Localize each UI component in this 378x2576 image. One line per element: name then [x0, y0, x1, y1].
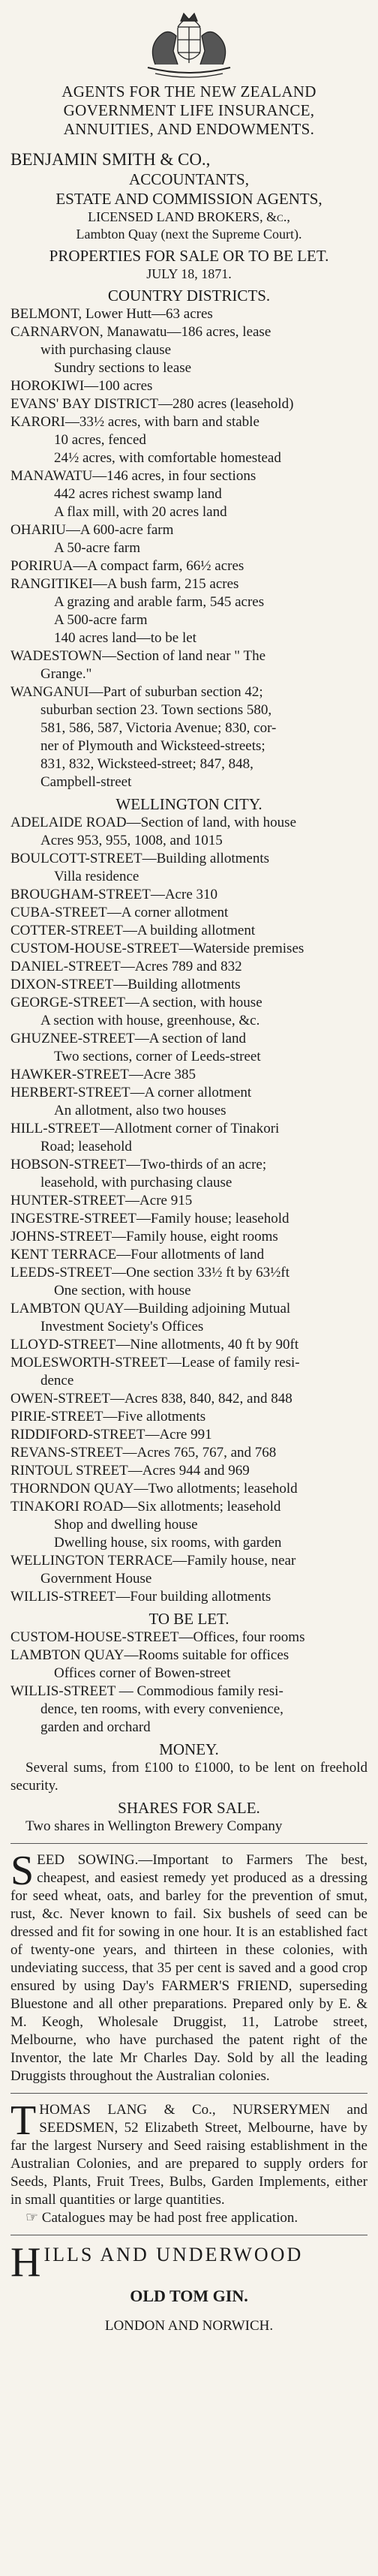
list-item: OHARIU—A 600-acre farm [10, 522, 174, 538]
list-item: BELMONT, Lower Hutt—63 acres [10, 306, 213, 322]
list-item: 581, 586, 587, Victoria Avenue; 830, cor- [40, 720, 277, 736]
list-item: CUBA-STREET—A corner allotment [10, 905, 229, 920]
gin-title: ILLS AND UNDERWOOD [44, 2244, 304, 2265]
seed-text: EED SOWING.—Important to Farmers The best, cheapest, and easiest remedy yet produced as a dressing for seed wheat, oats, and barley for the prevention of smut, rust, &c. Never known to fail. Six bushels of seed can be dressed and fit for sowing in one hour. It is an established fact of twenty-one years, and thirteen in these colonies, with undeviating success, that 35 per cent is saved and a good crop ensured by using Day's FARMER'S FRIEND, superseding Bluestone and all other preparations. Prepared only by E. & M. Keogh, Wholesale Druggist, 11, Latrobe street, Melbourne, who have purchased the patent right of the Inventor, the late Mr Charles Day. Sold by all the leading Druggists throughout the Australian colonies. [10, 1852, 368, 2084]
agents-header [10, 83, 368, 139]
list-item: DANIEL-STREET—Acres 789 and 832 [10, 959, 242, 974]
list-item: A grazing and arable farm, 545 acres [54, 594, 265, 610]
list-item: HUNTER-STREET—Acre 915 [10, 1193, 193, 1208]
list-item: CUSTOM-HOUSE-STREET—Offices, four rooms [10, 1629, 305, 1645]
list-item: JOHNS-STREET—Family house, eight rooms [10, 1229, 278, 1244]
list-item: REVANS-STREET—Acres 765, 767, and 768 [10, 1445, 277, 1461]
firm-line: ESTATE AND COMMISSION AGENTS, [56, 190, 322, 208]
list-item: 10 acres, fenced [54, 432, 146, 448]
list-item: WILLIS-STREET—Four building allotments [10, 1589, 272, 1605]
list-item: COTTER-STREET—A building allotment [10, 923, 256, 938]
list-item: TINAKORI ROAD—Six allotments; leasehold [10, 1499, 281, 1515]
list-item: Grange." [40, 666, 92, 682]
list-item: 831, 832, Wicksteed-street; 847, 848, [40, 756, 254, 772]
date: JULY 18, 1871. [146, 266, 232, 281]
gin-ad [10, 2239, 368, 2336]
shares-heading: SHARES FOR SALE. [118, 1799, 260, 1817]
dropcap: H [10, 2239, 41, 2286]
list-item: INGESTRE-STREET—Family house; leasehold [10, 1211, 290, 1226]
firm-line: ACCOUNTANTS, [129, 170, 249, 188]
list-item: DIXON-STREET—Building allotments [10, 977, 241, 992]
list-item: OWEN-STREET—Acres 838, 840, 842, and 848 [10, 1391, 292, 1407]
royal-coat-of-arms-icon [125, 5, 253, 80]
list-item: THORNDON QUAY—Two allotments; leasehold [10, 1481, 298, 1497]
list-item: KENT TERRACE—Four allotments of land [10, 1247, 265, 1262]
list-item: BOULCOTT-STREET—Building allotments [10, 851, 269, 866]
let-list [10, 1629, 368, 1737]
list-item: WANGANUI—Part of suburban section 42; [10, 684, 263, 700]
firm-line: LICENSED LAND BROKERS, &c., [88, 209, 290, 224]
list-item: PIRIE-STREET—Five allotments [10, 1409, 206, 1425]
money-text: Several sums, from £100 to £1000, to be lent on freehold security. [10, 1760, 368, 1794]
list-item: dence [40, 1373, 74, 1389]
firm-address: Lambton Quay (next the Supreme Court). [76, 227, 302, 242]
list-item: Government House [40, 1571, 152, 1587]
let-heading: TO BE LET. [148, 1610, 230, 1628]
list-item: garden and orchard [40, 1719, 151, 1735]
header-line: GOVERNMENT LIFE INSURANCE, [63, 101, 315, 119]
divider [10, 1843, 368, 1844]
firm-name: BENJAMIN SMITH & CO., [10, 150, 211, 169]
list-item: MANAWATU—146 acres, in four sections [10, 468, 256, 484]
list-item: RANGITIKEI—A bush farm, 215 acres [10, 576, 239, 592]
list-item: A 50-acre farm [54, 540, 140, 556]
list-item: HERBERT-STREET—A corner allotment [10, 1085, 252, 1100]
list-item: 442 acres richest swamp land [54, 486, 222, 502]
country-list [10, 305, 368, 791]
list-item: RINTOUL STREET—Acres 944 and 969 [10, 1463, 250, 1479]
list-item: LAMBTON QUAY—Building adjoining Mutual [10, 1301, 291, 1317]
list-item: dence, ten rooms, with every convenience, [40, 1701, 284, 1717]
list-item: Dwelling house, six rooms, with garden [54, 1535, 282, 1551]
list-item: Shop and dwelling house [54, 1517, 198, 1533]
list-item: GHUZNEE-STREET—A section of land [10, 1031, 246, 1046]
list-item: One section, with house [54, 1283, 191, 1299]
properties-heading: PROPERTIES FOR SALE OR TO BE LET. [49, 247, 329, 265]
list-item: LLOYD-STREET—Nine allotments, 40 ft by 90ft [10, 1337, 299, 1353]
list-item: WADESTOWN—Section of land near " The [10, 648, 266, 664]
shares-text: Two shares in Wellington Brewery Company [26, 1818, 283, 1834]
list-item: Villa residence [54, 869, 140, 884]
list-item: MOLESWORTH-STREET—Lease of family resi- [10, 1355, 300, 1371]
list-item: KARORI—33½ acres, with barn and stable [10, 414, 260, 430]
list-item: CARNARVON, Manawatu—186 acres, lease [10, 324, 272, 340]
list-item: HAWKER-STREET—Acre 385 [10, 1067, 196, 1082]
thomas-lang-ad [10, 2097, 368, 2209]
list-item: Offices corner of Bowen-street [54, 1665, 231, 1681]
header-line: ANNUITIES, AND ENDOWMENTS. [63, 120, 315, 138]
city-heading: WELLINGTON CITY. [116, 795, 262, 813]
list-item: leasehold, with purchasing clause [40, 1175, 232, 1190]
gin-product: OLD TOM GIN. [130, 2286, 248, 2305]
header-line: AGENTS FOR THE NEW ZEALAND [62, 83, 316, 101]
list-item: LEEDS-STREET—One section 33½ ft by 63½ft [10, 1265, 290, 1280]
list-item: ner of Plymouth and Wicksteed-streets; [40, 738, 266, 754]
list-item: BROUGHAM-STREET—Acre 310 [10, 887, 218, 902]
list-item: PORIRUA—A compact farm, 66½ acres [10, 558, 244, 574]
gin-place: LONDON AND NORWICH. [104, 2318, 274, 2334]
list-item: LAMBTON QUAY—Rooms suitable for offices [10, 1647, 290, 1663]
list-item: WELLINGTON TERRACE—Family house, near [10, 1553, 296, 1569]
list-item: Investment Society's Offices [40, 1319, 204, 1335]
list-item: with purchasing clause [40, 342, 172, 358]
dropcap: T [10, 2097, 37, 2144]
list-item: suburban section 23. Town sections 580, [40, 702, 272, 718]
money-heading: MONEY. [159, 1740, 219, 1758]
city-list [10, 814, 368, 1606]
list-item: HOBSON-STREET—Two-thirds of an acre; [10, 1157, 267, 1172]
list-item: EVANS' BAY DISTRICT—280 acres (leasehold) [10, 396, 294, 412]
dropcap: S [10, 1848, 34, 1894]
list-item: WILLIS-STREET — Commodious family resi- [10, 1683, 284, 1699]
list-item: An allotment, also two houses [54, 1103, 226, 1118]
list-item: A 500-acre farm [54, 612, 148, 628]
list-item: Campbell-street [40, 774, 132, 790]
list-item: 24½ acres, with comfortable homestead [54, 450, 281, 466]
list-item: ADELAIDE ROAD—Section of land, with house [10, 815, 297, 830]
divider [10, 2093, 368, 2094]
list-item: Road; leasehold [40, 1139, 132, 1154]
list-item: Two sections, corner of Leeds-street [54, 1049, 261, 1064]
list-item: GEORGE-STREET—A section, with house [10, 995, 262, 1010]
list-item: A section with house, greenhouse, &c. [40, 1013, 260, 1028]
lang-text: HOMAS LANG & Co., NURSERYMEN and SEEDSMEN, 52 Elizabeth Street, Melbourne, have by far the largest Nursery and Seed raising establishment in the Australian Colonies, and are prepared to supply orders for Seeds, Plants, Fruit Trees, Bulbs, Garden Implements, either in small quantities or large quantities. [10, 2102, 368, 2208]
list-item: Sundry sections to lease [54, 360, 192, 376]
list-item: RIDDIFORD-STREET—Acre 991 [10, 1427, 212, 1443]
list-item: A flax mill, with 20 acres land [54, 504, 227, 520]
list-item: HOROKIWI—100 acres [10, 378, 153, 394]
list-item: HILL-STREET—Allotment corner of Tinakori [10, 1121, 280, 1136]
list-item: CUSTOM-HOUSE-STREET—Waterside premises [10, 941, 304, 956]
list-item: Acres 953, 955, 1008, and 1015 [40, 833, 223, 848]
catalogue-note: ☞ Catalogues may be had post free application. [26, 2210, 298, 2226]
country-heading: COUNTRY DISTRICTS. [107, 287, 271, 305]
seed-sowing-ad [10, 1848, 368, 2085]
list-item: 140 acres land—to be let [54, 630, 196, 646]
